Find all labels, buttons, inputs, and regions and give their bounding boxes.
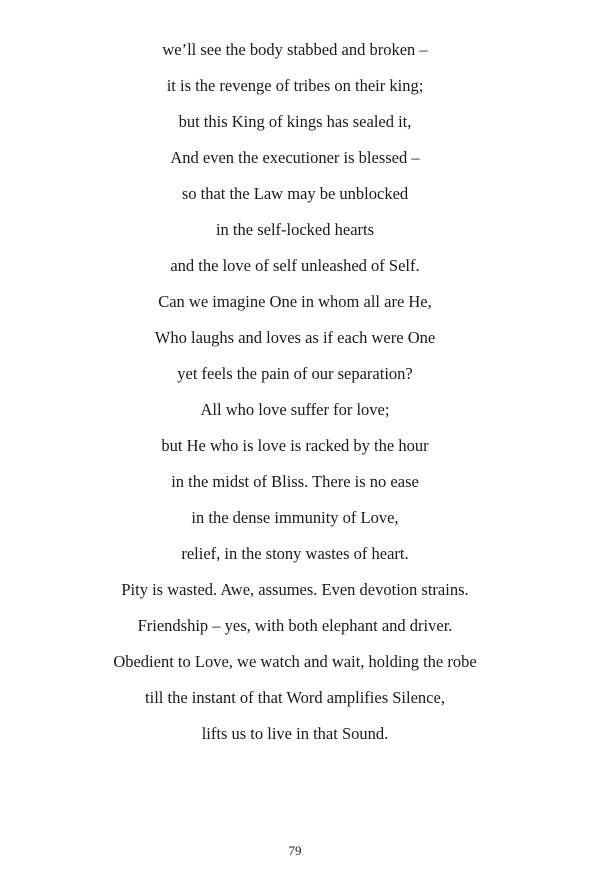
poem-line: Pity is wasted. Awe, assumes. Even devotion strains. <box>121 580 469 599</box>
page-number: 79 <box>288 843 302 858</box>
poem-line: lifts us to live in that Sound. <box>201 724 389 743</box>
poem-line: and the love of self unleashed of Self. <box>170 256 420 275</box>
poem-line: relief, in the stony wastes of heart. <box>181 544 409 563</box>
poem-line: but He who is love is racked by the hour <box>161 436 429 455</box>
poem-line: Friendship – yes, with both elephant and driver. <box>137 616 453 635</box>
poem-line: All who love suffer for love; <box>200 400 390 419</box>
poem-line: in the dense immunity of Love, <box>191 508 399 527</box>
poem-text <box>0 38 590 758</box>
poem-line: till the instant of that Word amplifies Silence, <box>145 688 445 707</box>
poem-line: Who laughs and loves as if each were One <box>154 328 436 347</box>
poem-line: Can we imagine One in whom all are He, <box>158 292 432 311</box>
poem-line: so that the Law may be unblocked <box>181 184 409 203</box>
poem-line: And even the executioner is blessed – <box>170 148 420 167</box>
poem-line: in the midst of Bliss. There is no ease <box>171 472 419 491</box>
poem-line: we’ll see the body stabbed and broken – <box>162 40 428 59</box>
poem-line: in the self-locked hearts <box>215 220 375 239</box>
poem-line: Obedient to Love, we watch and wait, holding the robe <box>113 652 477 671</box>
poem-line: it is the revenge of tribes on their king; <box>166 76 424 95</box>
poem-line: but this King of kings has sealed it, <box>178 112 412 131</box>
poem-line: yet feels the pain of our separation? <box>177 364 413 383</box>
